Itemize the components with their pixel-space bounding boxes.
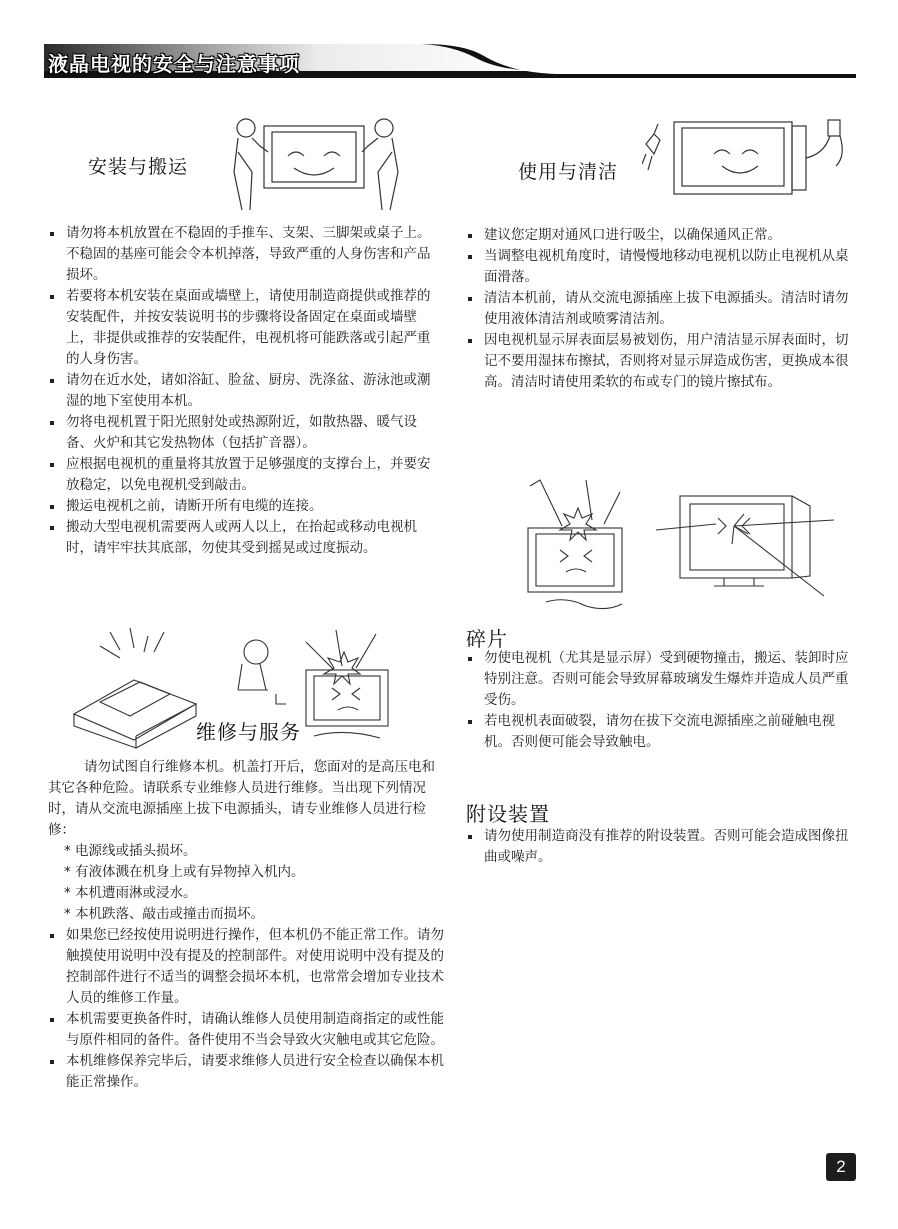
list-item: 请勿将本机放置在不稳固的手推车、支架、三脚架或桌子上。不稳固的基座可能会令本机掉落，导致严重的人身伤害和产品损坏。	[48, 223, 438, 286]
list-item: 当调整电视机角度时，请慢慢地移动电视机以防止电视机从桌面滑落。	[466, 246, 858, 288]
list-item: 搬动大型电视机需要两人或两人以上，在抬起或移动电视机时，请牢牢扶其底部，勿使其受到摇晃或过度振动。	[48, 517, 438, 559]
service-intro: 请勿试图自行维修本机。机盖打开后，您面对的是高压电和其它各种危险。请联系专业维修人员进行维修。当出现下列情况时，请从交流电源插座上拔下电源插头，请专业维修人员进行检修：	[48, 759, 435, 838]
install-list	[48, 223, 438, 559]
list-item: 建议您定期对通风口进行吸尘，以确保通风正常。	[466, 225, 858, 246]
list-item: 因电视机显示屏表面层易被划伤，用户清洁显示屏表面时，切记不要用湿抹布擦拭，否则将对显示屏造成伤害，更换成本很高。清洁时请使用柔软的布或专门的镜片擦拭布。	[466, 330, 858, 393]
list-item: 本机需要更换备件时，请确认维修人员使用制造商指定的或性能与原件相同的备件。备件使用不当会导致火灾触电或其它危险。	[48, 1009, 446, 1051]
condition-item: * 本机遭雨淋或浸水。	[64, 883, 444, 904]
service-list	[48, 925, 446, 1093]
fragments-list	[466, 648, 858, 753]
list-item: 若电视机表面破裂，请勿在拔下交流电源插座之前碰触电视机。否则便可能会导致触电。	[466, 711, 858, 753]
carrying-tv-illustration	[232, 112, 402, 218]
list-item: 若要将本机安装在桌面或墙壁上，请使用制造商提供或推荐的安装配件，并按安装说明书的步骤将设备固定在桌面或墙壁上，非提供或推荐的安装配件，电视机将可能跌落或引起严重的人身伤害。	[48, 286, 438, 370]
tv-damage-illustration	[654, 490, 844, 602]
list-item: 如果您已经按使用说明进行操作，但本机仍不能正常工作。请勿触摸使用说明中没有提及的控制部件。对使用说明中没有提及的控制部件进行不适当的调整会损坏本机，也常常会增加专业技术人员的维修工作量。	[48, 925, 446, 1009]
fragments-section-title: 碎片	[466, 627, 508, 651]
accessories-list	[466, 826, 858, 868]
condition-item: * 电源线或插头损坏。	[64, 841, 444, 862]
list-item: 请勿使用制造商没有推荐的附设装置。否则可能会造成图像扭曲或噪声。	[466, 826, 858, 868]
use-list	[466, 225, 858, 393]
tv-cleaning-illustration	[642, 118, 852, 198]
service-conditions	[64, 841, 444, 925]
list-item: 清洁本机前，请从交流电源插座上拔下电源插头。清洁时请勿使用液体清洁剂或喷雾清洁剂。	[466, 288, 858, 330]
list-item: 应根据电视机的重量将其放置于足够强度的支撑台上，并要安放稳定，以免电视机受到敲击。	[48, 454, 438, 496]
list-item: 勿使电视机（尤其是显示屏）受到硬物撞击，搬运、装卸时应特别注意。否则可能会导致屏幕玻璃发生爆炸并造成人员严重受伤。	[466, 648, 858, 711]
accessories-section-title: 附设装置	[466, 802, 550, 826]
use-section-title: 使用与清洁	[518, 161, 619, 183]
service-section-title: 维修与服务	[196, 720, 301, 744]
tv-impact-illustration	[516, 474, 634, 612]
list-item: 请勿在近水处，诸如浴缸、脸盆、厨房、洗涤盆、游泳池或潮湿的地下室使用本机。	[48, 370, 438, 412]
page-title: 液晶电视的安全与注意事项	[48, 52, 300, 76]
list-item: 勿将电视机置于阳光照射处或热源附近，如散热器、暖气设备、火炉和其它发热物体（包括扩音器）。	[48, 412, 438, 454]
install-section-title: 安装与搬运	[88, 156, 189, 178]
list-item: 本机维修保养完毕后，请要求维修人员进行安全检查以确保本机能正常操作。	[48, 1051, 446, 1093]
condition-item: * 本机跌落、敲击或撞击而损坏。	[64, 904, 444, 925]
page-number: 2	[826, 1153, 856, 1181]
section-header-banner	[44, 44, 856, 78]
condition-item: * 有液体溅在机身上或有异物掉入机内。	[64, 862, 444, 883]
list-item: 搬运电视机之前，请断开所有电缆的连接。	[48, 496, 438, 517]
